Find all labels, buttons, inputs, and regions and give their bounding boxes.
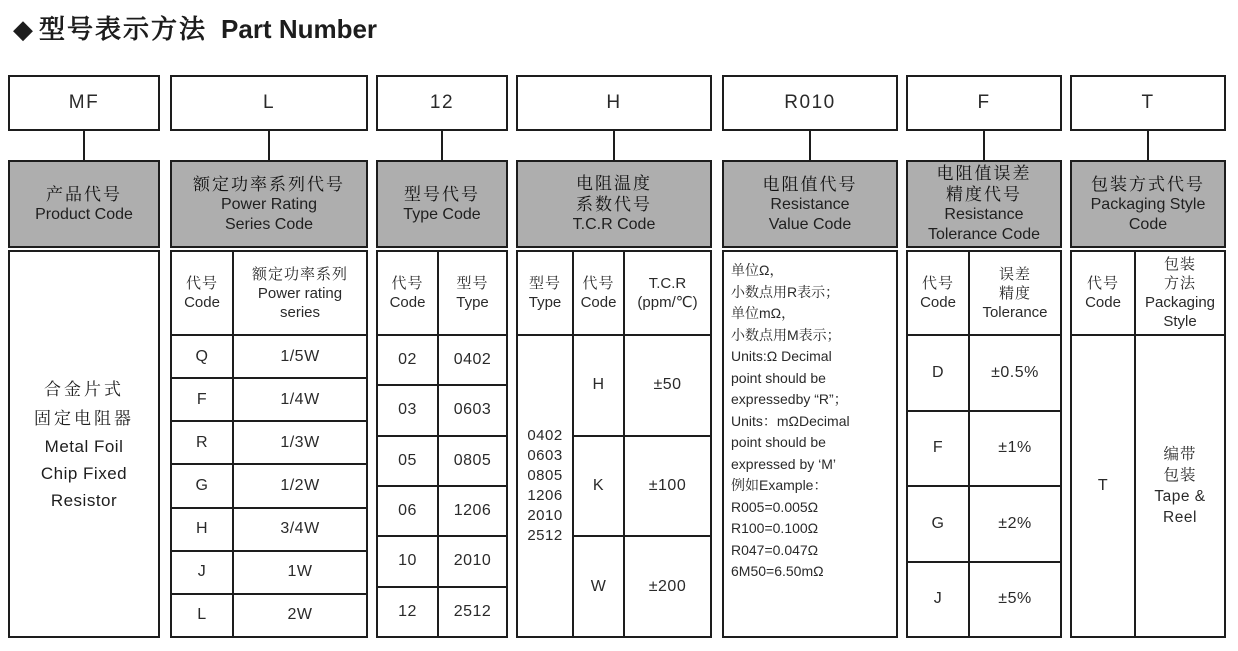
th-line: 型号 (456, 275, 489, 292)
th-code (573, 251, 624, 335)
th-line: series (279, 303, 320, 321)
cell-value: 3/4W (233, 508, 367, 551)
connector-line (376, 131, 508, 160)
connector-vline (809, 131, 811, 160)
note-line: expressed by ‘M’ (731, 455, 837, 472)
cell-value: ±0.5% (969, 335, 1061, 411)
th-line: 额定功率系列 (251, 265, 348, 283)
product-line: Resistor (50, 490, 118, 510)
table-row (171, 335, 367, 378)
note-line: 小数点用M表示； (731, 326, 841, 343)
power-rating-table (170, 250, 368, 638)
section-header-zh: 系数代号 (576, 195, 652, 214)
section-header-en: Resistance (944, 206, 1024, 223)
type-item: 0603 (527, 447, 563, 464)
part-code-value: L (262, 92, 276, 113)
type-list (518, 426, 572, 546)
cell-code: H (171, 508, 233, 551)
type-list-cell (517, 335, 573, 637)
connector-line (516, 131, 712, 160)
note-line: 6M50=6.50mΩ (731, 563, 824, 579)
table-row (907, 562, 1061, 638)
column-tcr-code (516, 75, 712, 638)
th-code (171, 251, 233, 335)
table-row (171, 464, 367, 507)
section-header-en: Code (1128, 215, 1168, 233)
connector-line (906, 131, 1062, 160)
page-title (13, 9, 377, 46)
th-tolerance (969, 251, 1061, 335)
table-header-row (517, 251, 711, 335)
cell-code: G (171, 464, 233, 507)
cell-code: 03 (377, 385, 438, 435)
type-item: 2010 (527, 507, 563, 524)
type-item: 2512 (527, 527, 563, 544)
th-line: Code (920, 294, 956, 311)
section-header-tcr-code (516, 160, 712, 248)
th-line: 型号 (528, 275, 561, 292)
table-row (171, 594, 367, 637)
connector-line (170, 131, 368, 160)
section-header-en: Series Code (224, 215, 314, 233)
section-header-product-code (8, 160, 160, 248)
th-line: 代号 (1086, 275, 1119, 292)
table-row (377, 536, 507, 586)
th-type (438, 251, 507, 335)
th-line: Code (184, 294, 220, 311)
th-line: 误差 (998, 265, 1031, 283)
note-line: 单位Ω， (731, 262, 784, 278)
th-line: Code (389, 294, 426, 311)
section-header-en: Product Code (35, 205, 133, 223)
section-header-zh: 电阻值代号 (762, 174, 858, 194)
table-row (377, 385, 507, 435)
th-tcr (624, 251, 711, 335)
th-code (907, 251, 969, 335)
cell-code: F (171, 378, 233, 421)
column-packaging-code (1070, 75, 1226, 638)
part-code-box-product (8, 75, 160, 131)
section-header-en: Packaging Style (1090, 195, 1206, 213)
cell-value: 0805 (438, 436, 507, 486)
cell-value: ±2% (969, 486, 1061, 562)
th-line: 精度 (998, 284, 1031, 302)
section-header-resistance-value (722, 160, 898, 248)
connector-line (722, 131, 898, 160)
th-line: 方法 (1163, 275, 1196, 292)
table-row (171, 551, 367, 594)
section-header-zh: 电阻温度 (576, 174, 652, 193)
note-line: R005=0.005Ω (731, 498, 819, 515)
th-line: Type (528, 294, 562, 311)
note-line: Units：mΩDecimal (731, 412, 850, 429)
part-code-box-power (170, 75, 368, 131)
type-item: 1206 (527, 487, 563, 504)
tolerance-table (906, 250, 1062, 638)
section-header-en: Value Code (768, 215, 852, 233)
cell-code: D (907, 335, 969, 411)
table-row (377, 587, 507, 637)
cell-value: ±100 (624, 436, 711, 537)
th-line: Style (1163, 313, 1197, 330)
connector-vline (1147, 131, 1149, 160)
tcr-table (516, 250, 712, 638)
product-line: Chip Fixed (40, 463, 128, 483)
section-header-zh: 型号代号 (404, 184, 480, 204)
page-title-en: Part Number (221, 14, 378, 44)
th-line: Tolerance (982, 303, 1048, 321)
table-header-row (907, 251, 1061, 335)
table-header-row (171, 251, 367, 335)
type-item: 0402 (527, 427, 563, 444)
table-row (171, 421, 367, 464)
table-header-row (1071, 251, 1225, 335)
table-row (1071, 335, 1225, 637)
part-code-value: H (606, 92, 622, 113)
cell-code: L (171, 594, 233, 637)
th-line: (ppm/℃) (637, 294, 698, 311)
cell-value: 1W (233, 551, 367, 594)
th-code (1071, 251, 1135, 335)
section-header-zh: 电阻值误差 (936, 164, 1032, 183)
part-code-box-tolerance (906, 75, 1062, 131)
th-packaging-style (1135, 251, 1225, 335)
part-code-value: R010 (784, 92, 836, 113)
th-line: 代号 (185, 275, 218, 292)
section-header-zh: 额定功率系列代号 (193, 174, 345, 194)
product-description (8, 250, 160, 638)
table-header-row (377, 251, 507, 335)
cell-value: ±200 (624, 536, 711, 637)
cell-code: 06 (377, 486, 438, 536)
th-line: T.C.R (648, 275, 687, 292)
cell-value: 0603 (438, 385, 507, 435)
packaging-table (1070, 250, 1226, 638)
section-header-power-rating (170, 160, 368, 248)
th-line: 代号 (391, 275, 424, 292)
connector-line (8, 131, 160, 160)
cell-code: W (573, 536, 624, 637)
cell-value: 1/4W (233, 378, 367, 421)
table-row (171, 378, 367, 421)
product-line: 合金片式 (44, 379, 124, 399)
th-line: Code (580, 294, 617, 311)
packaging-line: 编带 (1163, 446, 1197, 463)
column-tolerance-code (906, 75, 1062, 638)
resistance-value-notes (722, 250, 898, 638)
cell-code: K (573, 436, 624, 537)
cell-code: 10 (377, 536, 438, 586)
page-title-zh: 型号表示方法 (39, 14, 208, 44)
cell-packaging-style (1135, 335, 1225, 637)
cell-code: G (907, 486, 969, 562)
section-header-en: Power Rating (220, 195, 318, 213)
th-line: Packaging (1144, 294, 1216, 311)
column-type-code (376, 75, 508, 638)
table-row (377, 436, 507, 486)
cell-code: Q (171, 335, 233, 378)
table-row (907, 486, 1061, 562)
section-header-type-code (376, 160, 508, 248)
th-type (517, 251, 573, 335)
product-line: 固定电阻器 (34, 408, 134, 428)
part-code-value: T (1141, 92, 1155, 113)
connector-vline (441, 131, 443, 160)
column-product-code (8, 75, 160, 638)
part-code-value: F (977, 92, 991, 113)
connector-vline (983, 131, 985, 160)
type-code-table (376, 250, 508, 638)
part-code-box-tcr (516, 75, 712, 131)
section-header-en: Type Code (403, 205, 481, 223)
section-header-zh: 包装方式代号 (1091, 174, 1205, 194)
th-line: 代号 (921, 275, 954, 292)
note-line: Units:Ω Decimal (731, 348, 832, 364)
section-header-tolerance (906, 160, 1062, 248)
note-line: 例如Example： (731, 477, 828, 493)
section-header-zh: 产品代号 (46, 184, 122, 204)
table-row (517, 335, 711, 436)
cell-value: ±50 (624, 335, 711, 436)
section-header-zh: 精度代号 (946, 185, 1022, 204)
connector-vline (268, 131, 270, 160)
cell-value: 2512 (438, 587, 507, 637)
note-line: 小数点用R表示； (731, 283, 840, 300)
connector-vline (613, 131, 615, 160)
th-line: Code (1085, 294, 1121, 311)
connector-vline (83, 131, 85, 160)
cell-value: 0402 (438, 335, 507, 385)
cell-code: H (573, 335, 624, 436)
cell-value: 1/3W (233, 421, 367, 464)
th-line: 代号 (582, 275, 615, 292)
th-line: Power rating (257, 284, 343, 302)
packaging-line: 包装 (1163, 467, 1197, 484)
product-line: Metal Foil (44, 436, 124, 456)
cell-code: J (907, 562, 969, 638)
note-line: R100=0.100Ω (731, 520, 819, 536)
table-row (171, 508, 367, 551)
connector-line (1070, 131, 1226, 160)
note-line: expressedby “R”； (731, 391, 848, 407)
th-power-rating-series (233, 251, 367, 335)
cell-value: 1/5W (233, 335, 367, 378)
type-item: 0805 (527, 467, 563, 484)
table-row (377, 335, 507, 385)
part-code-value: 12 (429, 92, 455, 113)
part-code-box-packaging (1070, 75, 1226, 131)
th-line: 包装 (1163, 256, 1196, 273)
section-header-en: T.C.R Code (572, 216, 656, 233)
cell-code: R (171, 421, 233, 464)
table-row (907, 411, 1061, 487)
th-line: Type (456, 294, 489, 311)
column-power-rating (170, 75, 368, 638)
cell-value: ±1% (969, 411, 1061, 487)
part-code-value: MF (68, 92, 100, 113)
note-line: 单位mΩ， (731, 305, 796, 321)
section-header-en: Resistance (770, 195, 850, 213)
cell-value: 2010 (438, 536, 507, 586)
note-line: R047=0.047Ω (731, 541, 819, 558)
cell-code: 12 (377, 587, 438, 637)
cell-code: F (907, 411, 969, 487)
column-resistance-value (722, 75, 898, 638)
cell-code: J (171, 551, 233, 594)
note-line: point should be (731, 369, 826, 386)
cell-code: 02 (377, 335, 438, 385)
table-row (377, 486, 507, 536)
packaging-line: Reel (1163, 509, 1197, 526)
cell-value: ±5% (969, 562, 1061, 638)
cell-code: T (1071, 335, 1135, 637)
section-header-en: Tolerance Code (927, 226, 1041, 243)
note-line: point should be (731, 434, 826, 450)
cell-code: 05 (377, 436, 438, 486)
part-code-box-type (376, 75, 508, 131)
cell-value: 1206 (438, 486, 507, 536)
section-header-packaging (1070, 160, 1226, 248)
table-row (907, 335, 1061, 411)
cell-value: 2W (233, 594, 367, 637)
th-code (377, 251, 438, 335)
packaging-line: Tape & (1154, 488, 1206, 505)
diamond-bullet-icon: ◆ (13, 14, 33, 44)
part-code-box-resistance (722, 75, 898, 131)
cell-value: 1/2W (233, 464, 367, 507)
